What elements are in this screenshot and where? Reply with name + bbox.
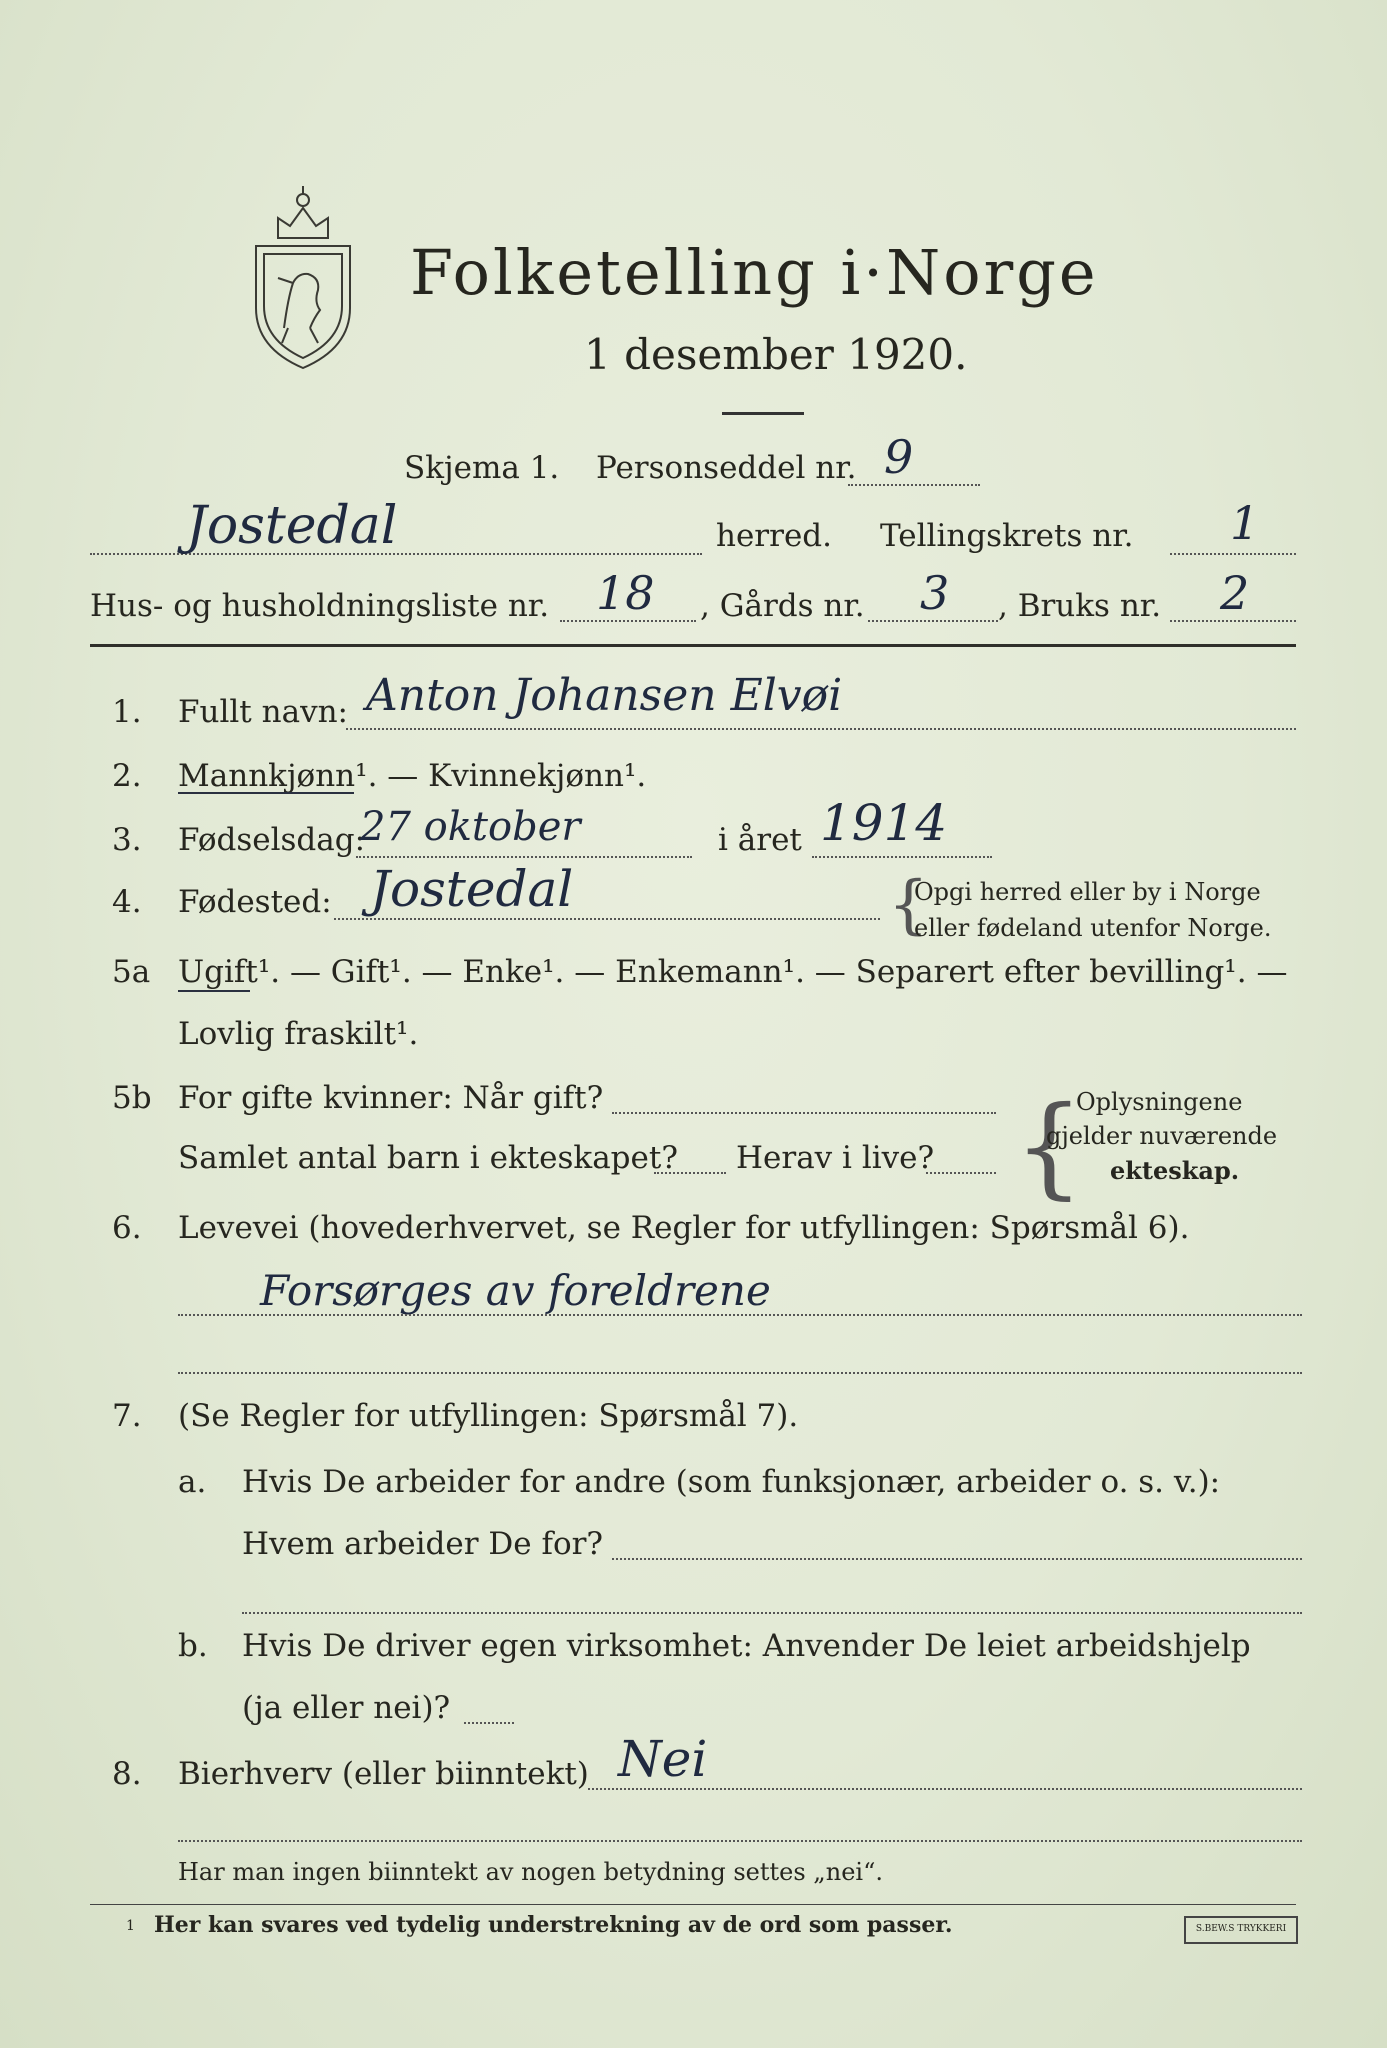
employer-line-2 — [242, 1612, 1302, 1614]
side-income-field[interactable]: Nei — [618, 1730, 708, 1788]
herred-field[interactable]: Jostedal — [186, 496, 398, 556]
q8-number: 8. — [112, 1756, 142, 1792]
personseddel-field[interactable]: 9 — [884, 430, 914, 484]
form-title: Folketelling i·Norge — [410, 236, 1099, 309]
marital-underline — [178, 990, 250, 992]
q7b-text: Hvis De driver egen virksomhet: Anvender De leiet arbeidshjelp — [242, 1628, 1251, 1664]
q6-number: 6. — [112, 1210, 142, 1246]
q7b-letter: b. — [178, 1628, 208, 1664]
q6-line-2 — [178, 1372, 1302, 1374]
bruks-label: , Bruks nr. — [998, 588, 1162, 624]
q7b-text-2: (ja eller nei)? — [242, 1690, 451, 1726]
q5b-note-1: Oplysningene — [1076, 1088, 1243, 1116]
q8-line-2 — [178, 1840, 1302, 1842]
year-line — [812, 856, 992, 858]
footnote-text: Her kan svares ved tydelig understrekning av de ord som passer. — [154, 1912, 953, 1938]
q4-number: 4. — [112, 884, 142, 920]
birthplace-field[interactable]: Jostedal — [370, 860, 574, 918]
title-divider — [722, 412, 804, 415]
coat-of-arms-icon — [248, 178, 358, 374]
printer-stamp-text: S.BEW.S TRYKKERI — [1195, 1924, 1287, 1934]
birthday-field[interactable]: 27 oktober — [360, 804, 581, 850]
schema-label: Skjema 1. — [404, 450, 560, 486]
q8-label: Bierhverv (eller biinntekt) — [178, 1756, 589, 1792]
employer-line[interactable] — [612, 1558, 1302, 1560]
q4-note-2: eller fødeland utenfor Norge. — [914, 914, 1272, 942]
q7-label: (Se Regler for utfyllingen: Spørsmål 7). — [178, 1398, 799, 1434]
birth-year-field[interactable]: 1914 — [820, 794, 948, 852]
q6-label: Levevei (hovederhvervet, se Regler for utfyllingen: Spørsmål 6). — [178, 1210, 1190, 1246]
tellingskrets-label: Tellingskrets nr. — [880, 518, 1134, 554]
year-label: i året — [718, 822, 802, 858]
q7a-letter: a. — [178, 1464, 207, 1500]
living-line — [926, 1172, 996, 1174]
q7-number: 7. — [112, 1398, 142, 1434]
header-divider — [90, 644, 1296, 647]
q5a-number: 5a — [112, 954, 151, 990]
footnote-mark: 1 — [126, 1918, 135, 1934]
marital-status-options[interactable]: Ugift¹. — Gift¹. — Enke¹. — Enkemann¹. — Separert efter bevilling¹. — — [178, 954, 1288, 990]
hired-help-line[interactable] — [464, 1722, 514, 1724]
q7a-text-2: Hvem arbeider De for? — [242, 1526, 604, 1562]
personseddel-label: Personseddel nr. — [596, 450, 857, 486]
q5b-note-2: gjelder nuværende — [1046, 1122, 1278, 1150]
tellingskrets-line — [1170, 553, 1296, 555]
q8-line — [588, 1788, 1302, 1790]
gender-underline — [178, 792, 354, 794]
q4-brace: { — [888, 868, 929, 942]
q3-line — [356, 856, 692, 858]
footnote-divider — [90, 1904, 1296, 1905]
hus-field[interactable]: 18 — [596, 566, 655, 620]
bruks-line — [1170, 620, 1296, 622]
bruks-field[interactable]: 2 — [1220, 566, 1250, 620]
q6-line-1 — [178, 1314, 1302, 1316]
occupation-field[interactable]: Forsørges av foreldrene — [260, 1266, 771, 1315]
q4-line — [334, 918, 880, 920]
q4-label: Fødested: — [178, 884, 332, 920]
q5b-note-3: ekteskap. — [1110, 1156, 1240, 1185]
personseddel-line — [848, 484, 980, 486]
q5b-label: For gifte kvinner: Når gift? — [178, 1080, 604, 1116]
q3-label: Fødselsdag: — [178, 822, 366, 858]
gards-field[interactable]: 3 — [920, 566, 950, 620]
biinntekt-note: Har man ingen biinntekt av nogen betydning settes „nei“. — [178, 1858, 883, 1886]
herred-label: herred. — [716, 518, 832, 554]
hus-label: Hus- og husholdningsliste nr. — [90, 588, 550, 624]
gender-options[interactable]: Mannkjønn¹. — Kvinnekjønn¹. — [178, 758, 647, 794]
q4-note-1: Opgi herred eller by i Norge — [914, 878, 1261, 906]
q5b-brace: { — [1014, 1082, 1084, 1210]
full-name-field[interactable]: Anton Johansen Elvøi — [366, 670, 843, 721]
q1-line — [346, 728, 1296, 730]
children-line — [654, 1172, 726, 1174]
census-date: 1 desember 1920. — [584, 330, 968, 379]
q2-number: 2. — [112, 758, 142, 794]
q5b-children-label: Samlet antal barn i ekteskapet? — [178, 1140, 678, 1176]
printer-stamp — [1184, 1916, 1298, 1944]
q5b-living-label: Herav i live? — [736, 1140, 935, 1176]
q1-number: 1. — [112, 694, 142, 730]
hus-line — [560, 620, 696, 622]
q3-number: 3. — [112, 822, 142, 858]
marital-status-options-2[interactable]: Lovlig fraskilt¹. — [178, 1016, 419, 1052]
q7a-text: Hvis De arbeider for andre (som funksjonær, arbeider o. s. v.): — [242, 1464, 1221, 1500]
q1-label: Fullt navn: — [178, 694, 348, 730]
tellingskrets-field[interactable]: 1 — [1230, 496, 1260, 550]
gards-line — [868, 620, 998, 622]
married-when-line — [612, 1112, 996, 1114]
q5b-number: 5b — [112, 1080, 152, 1116]
gards-label: , Gårds nr. — [700, 588, 865, 624]
